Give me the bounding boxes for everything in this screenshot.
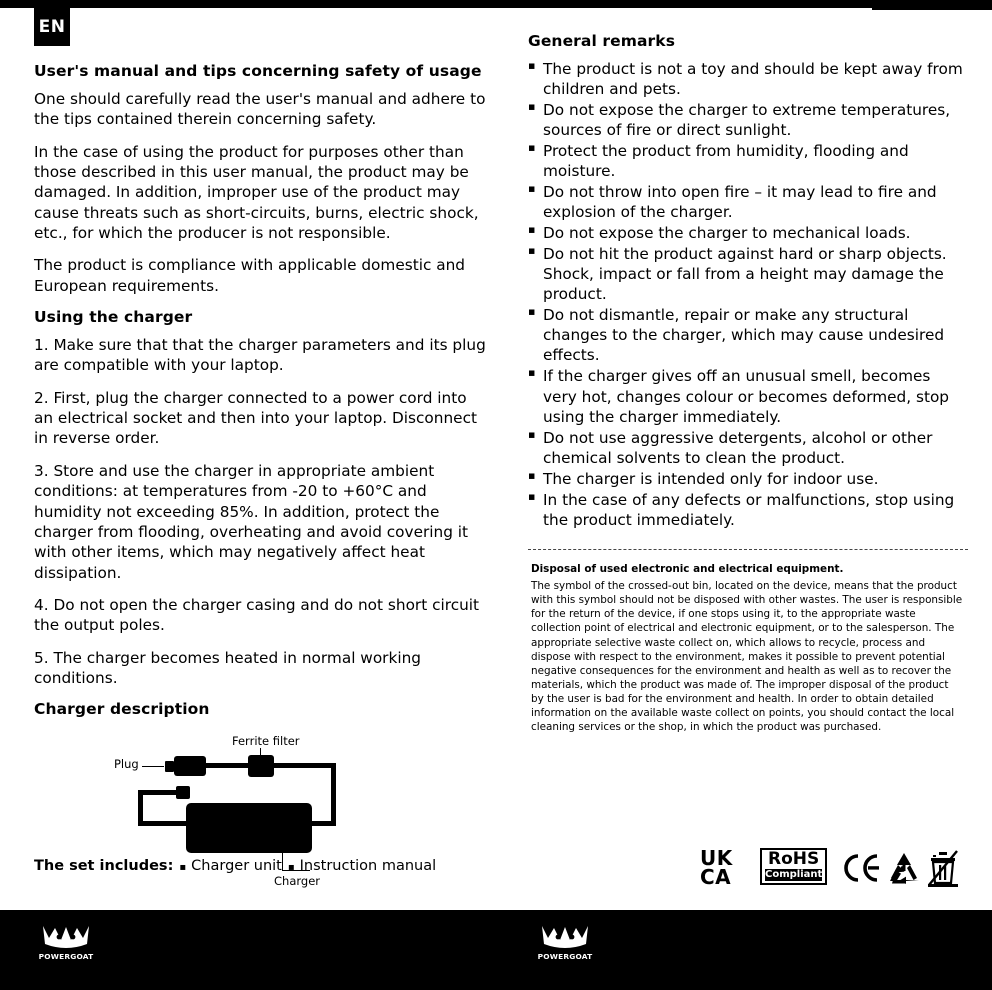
manual-paragraph-2: In the case of using the product for purposes other than those described in this user manual, the product may be damaged. In addition, improper use of the product may cause threats such as short-circuits, burns, electric shock, etc., for which the producer is not responsible. (34, 142, 479, 243)
set-includes-item-0: ▪ Charger unit (173, 858, 281, 874)
list-item: ▪ Do not use aggressive detergents, alcohol or other chemical solvents to clean the product. (528, 428, 968, 468)
diagram-plug-tip (165, 761, 174, 772)
left-column (34, 62, 489, 915)
list-item: ▪ Do not dismantle, repair or make any structural changes to the charger, which may cause undesired effects. (528, 305, 968, 365)
list-item: ▪ The charger is intended only for indoor use. (528, 469, 968, 489)
diagram-cable-right-vertical (331, 763, 336, 826)
diagram-label-charger: Charger (274, 874, 320, 889)
diagram-cable-plug-to-ferrite (206, 763, 248, 768)
rohs-mark (760, 848, 827, 885)
list-item: ▪ Do not hit the product against hard or sharp objects. Shock, impact or fall from a height may damage the product. (528, 244, 968, 304)
set-includes (34, 858, 436, 874)
diagram-plug-barrel (174, 756, 206, 776)
top-right-black-bar (872, 0, 992, 10)
general-remarks-list (528, 59, 968, 530)
diagram-ferrite-filter (248, 755, 274, 777)
rohs-line1: RoHS (768, 849, 820, 869)
diagram-leader-plug (142, 766, 164, 767)
list-item: ▪ Do not throw into open fire – it may lead to fire and explosion of the charger. (528, 182, 968, 222)
general-remarks-heading: General remarks (528, 32, 676, 50)
using-step-2: 2. First, plug the charger connected to a power cord into an electrical socket and then into your laptop. Disconnect in reverse order. (34, 388, 477, 448)
disposal-divider (528, 549, 968, 550)
brand-logo-center-text: POWERGOAT (537, 952, 593, 961)
charger-description-heading: Charger description (34, 700, 210, 719)
list-item: ▪ In the case of any defects or malfunctions, stop using the product immediately. (528, 490, 968, 530)
set-includes-label: The set includes: (34, 858, 174, 874)
diagram-cable-left-vertical (138, 790, 143, 824)
top-black-bar (0, 0, 992, 8)
charger-diagram (34, 730, 489, 915)
manual-heading: User's manual and tips concerning safety of usage (34, 62, 482, 80)
recycle-icon (886, 851, 922, 889)
manual-paragraph-1: One should carefully read the user's manual and adhere to the tips contained therein concerning safety. (34, 90, 486, 129)
list-item: ▪ Protect the product from humidity, flooding and moisture. (528, 141, 968, 181)
using-step-1: 1. Make sure that that the charger parameters and its plug are compatible with your laptop. (34, 336, 486, 375)
list-item: ▪ Do not expose the charger to extreme temperatures, sources of fire or direct sunlight. (528, 100, 968, 140)
rohs-line2: Compliant (765, 869, 823, 880)
certification-marks (700, 845, 968, 897)
ukca-mark (700, 846, 733, 889)
using-charger-heading: Using the charger (34, 308, 193, 327)
using-step-3: 3. Store and use the charger in appropriate ambient conditions: at temperatures from -20 to +60°C and humidity not exceeding 85%. In addition, protect the charger from flooding, overheating and avoid covering it with other items, which may negatively affect heat dissipation. (34, 461, 469, 582)
list-item: ▪ If the charger gives off an unusual smell, becomes very hot, changes colour or becomes deformed, stop using the charger immediately. (528, 366, 968, 426)
brand-logo-left-text: POWERGOAT (38, 952, 94, 961)
disposal-heading: Disposal of used electronic and electrical equipment. (531, 563, 844, 575)
brand-logo-center (534, 922, 596, 970)
diagram-label-ferrite-filter: Ferrite filter (232, 734, 300, 749)
crossed-out-bin-icon (928, 849, 958, 891)
disposal-text: The symbol of the crossed-out bin, located on the device, means that the product with this symbol should not be disposed with other wastes. The user is responsible for the return of the device, if one stops using it, to the appropriate waste collection point of electrical and electronic equipment, or to the salesperson. The appropriate selective waste collect on, which allows to recycle, process and dispose with respect to the environment, makes it possible to prevent potential negative consequences for the environment and health as well as to recover the materials, which the product was made of. The improper disposal of the product by the user is bad for the environment and health. In order to obtain detailed information on the available waste collect on points, you should contact the local cleaning services or the shop, in which the product was purchased. (531, 580, 963, 734)
brand-logo-left (35, 922, 97, 970)
diagram-brick-output-connector (176, 786, 190, 799)
diagram-label-plug: Plug (114, 757, 139, 772)
bottom-black-bar (0, 910, 992, 990)
ukca-line1: UK (700, 846, 733, 870)
diagram-cable-to-brick (138, 790, 178, 795)
set-includes-item-1: ▪ Instruction manual (282, 858, 436, 874)
right-column (528, 32, 968, 531)
language-badge: EN (34, 8, 70, 46)
ukca-line2: CA (700, 865, 732, 889)
using-step-4: 4. Do not open the charger casing and do not short circuit the output poles. (34, 595, 480, 635)
ce-mark-icon (843, 853, 881, 887)
using-step-5: 5. The charger becomes heated in normal working conditions. (34, 648, 421, 687)
diagram-charger-brick (186, 803, 312, 853)
manual-paragraph-3: The product is compliance with applicable domestic and European requirements. (34, 256, 466, 295)
list-item: ▪ Do not expose the charger to mechanical loads. (528, 223, 968, 243)
list-item: ▪ The product is not a toy and should be kept away from children and pets. (528, 59, 968, 99)
disposal-section (531, 563, 963, 735)
diagram-cable-upper-right (274, 763, 336, 768)
